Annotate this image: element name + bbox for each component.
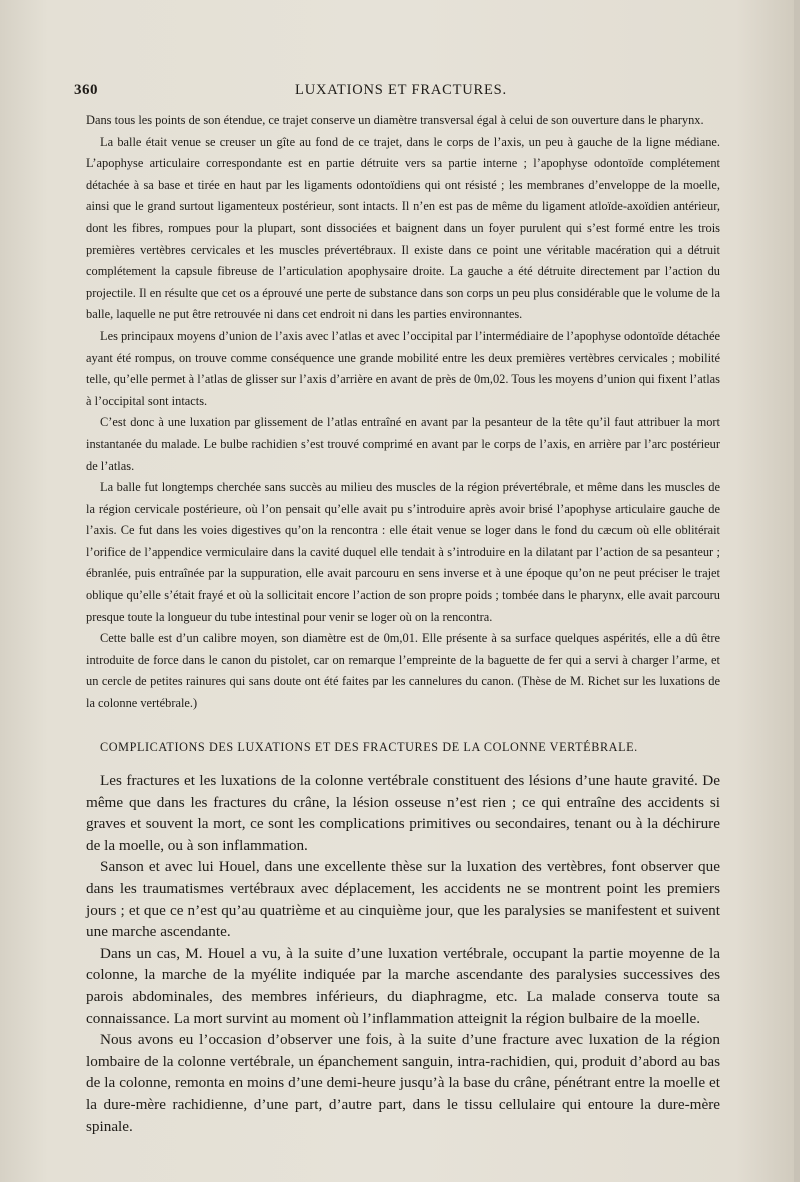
paragraph: Sanson et avec lui Houel, dans une excellente thèse sur la luxation des vertèbres, font observer que dans les traumatismes vertébraux avec déplacement, les accidents ne se montrent point les premiers jours ; et que ce n’est qu’au quatrième et au cinquième jour, que les paralysies se manifestent et suivent une marche ascendante. [86,858,720,941]
section-body [86,770,720,1137]
paragraph: Nous avons eu l’occasion d’observer une fois, à la suite d’une fracture avec luxation de la région lombaire de la colonne vertébrale, un épanchement sanguin, intra-rachidien, qui, produit d’abord au bas de la colonne, remonta en moins d’une demi-heure jusqu’à la base du crâne, pénétrant entre la moelle et la dure-mère rachidienne, d’une part, d’autre part, dans le tissu cellulaire qui entoure la dure-mère spinale. [86,1031,720,1135]
paragraph: Dans tous les points de son étendue, ce trajet conserve un diamètre transversal égal à celui de son ouverture dans le pharynx. [86,113,704,127]
paragraph: C’est donc à une luxation par glissement de l’atlas entraîné en avant par la pesanteur de la tête qu’il faut attribuer la mort instantanée du malade. Le bulbe rachidien s’est trouvé comprimé en avant par le corps de l’axis, en arrière par l’arc postérieur de l’atlas. [86,415,720,473]
paragraph: La balle fut longtemps cherchée sans succès au milieu des muscles de la région prévertébrale, et même dans les muscles de la région cervicale postérieure, où l’on pensait qu’elle avait pu s’introduire après avoir brisé l’apophyse articulaire gauche de l’axis. Ce fut dans les voies digestives qu’on la rencontra : elle était venue se loger dans le fond du cæcum où elle oblitérait l’orifice de l’appendice vermiculaire dans la cavité duquel elle tendait à s’introduire en la dilatant par l’action de sa pesanteur ; ébranlée, puis entraînée par la suppuration, elle avait parcouru en sens inverse et à une époque qu’on ne peut préciser le trajet oblique qu’elle s’était frayé et où la sollicitait encore l’action de son propre poids ; tombée dans le pharynx, elle avait parcouru presque toute la longueur du tube intestinal pour venir se loger où on la rencontra. [86,480,720,624]
paragraph: Dans un cas, M. Houel a vu, à la suite d’une luxation vertébrale, occupant la partie moyenne de la colonne, la marche de la myélite indiquée par la marche ascendante des paralysies successives des parois abdominales, des membres inférieurs, du diaphragme, etc. La malade conserva toute sa connaissance. La mort survint au moment où l’inflammation atteignit la région bulbaire de la moelle. [86,944,720,1027]
running-title: LUXATIONS ET FRACTURES. [295,82,507,98]
paragraph: Les fractures et les luxations de la colonne vertébrale constituent des lésions d’une haute gravité. De même que dans les fractures du crâne, la lésion osseuse n’est rien ; ce qui entraîne des accidents si graves et souvent la mort, ce sont les complications primitives ou secondaires, tenant ou à la déchirure de la moelle, ou à son inflammation. [86,772,720,854]
case-report-text [86,110,720,715]
page-edge-shadow [794,0,800,1182]
paragraph: Les principaux moyens d’union de l’axis avec l’atlas et avec l’occipital par l’intermédiaire de l’apophyse odontoïde détachée ayant été rompus, on trouve comme conséquence une grande mobilité entre les deux premières vertèbres cervicales ; mobilité telle, qu’elle permet à l’atlas de glisser sur l’axis d’arrière en avant de près de 0m,02. Tous les moyens d’union qui fixent l’atlas à l’occipital sont intacts. [86,328,720,408]
section-heading: COMPLICATIONS DES LUXATIONS ET DES FRACTURES DE LA COLONNE VERTÉBRALE. [100,740,638,754]
page-number: 360 [74,82,98,98]
paragraph: La balle était venue se creuser un gîte au fond de ce trajet, dans le corps de l’axis, un peu à gauche de la ligne médiane. L’apophyse articulaire correspondante est en partie détruite vers sa partie interne ; l’apophyse odontoïde complétement détachée à sa base et tirée en haut par les ligaments odontoïdiens qui ont résisté ; les membranes d’enveloppe de la moelle, ainsi que le grand surtout ligamenteux postérieur, sont intacts. Il n’en est pas de même du ligament atloïde-axoïdien antérieur, dont les fibres, rompues pour la plupart, sont dissociées et baignent dans un foyer purulent qui s’est formé entre les trois premières vertèbres cervicales et les muscles prévertébraux. Il existe dans ce point une véritable macération qui a détruit complétement la capsule fibreuse de l’articulation apophysaire droite. La gauche a été détruite directement par l’action du projectile. Il en résulte que cet os a éprouvé une perte de substance dans son corps un peu plus considérable que le volume de la balle, laquelle ne put être retrouvée ni dans cet endroit ni dans les parties environnantes. [86,134,720,322]
paragraph: Cette balle est d’un calibre moyen, son diamètre est de 0m,01. Elle présente à sa surface quelques aspérités, elle a dû être introduite de force dans le canon du pistolet, car on remarque l’empreinte de la baguette de fer qui a servi à charger l’arme, et un cercle de petites rainures qui sans doute ont été faites par les cannelures du canon. (Thèse de M. Richet sur les luxations de la colonne vertébrale.) [86,631,720,711]
running-header [74,80,728,102]
